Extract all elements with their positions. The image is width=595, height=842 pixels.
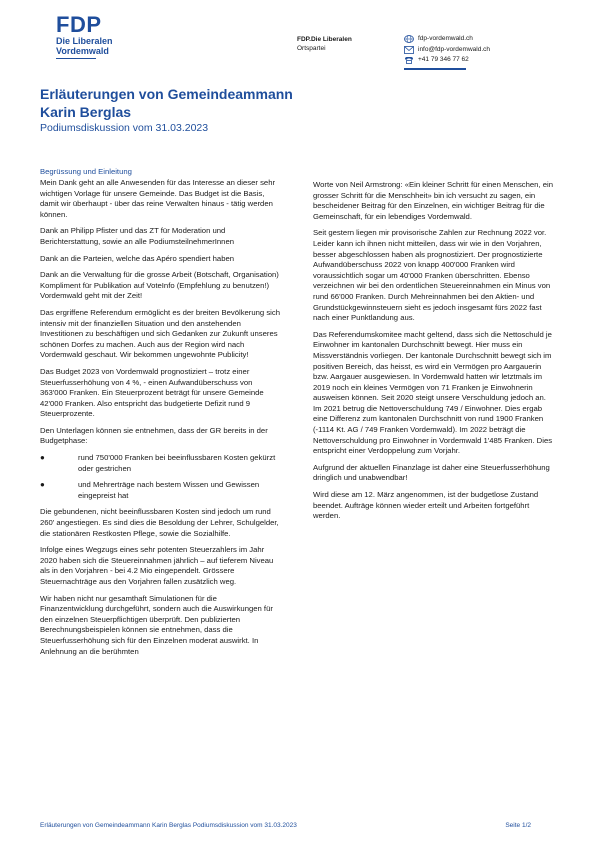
mail-icon <box>404 46 418 54</box>
contact-block <box>404 34 490 70</box>
bullet-list <box>40 453 280 501</box>
phone-icon <box>404 56 418 64</box>
website-row <box>404 34 490 45</box>
fdp-logo <box>56 14 113 59</box>
phone-link[interactable]: +41 79 346 77 62 <box>418 56 469 63</box>
bullet-text: rund 750'000 Franken bei beeinflussbaren Kosten gekürzt oder gestrichen <box>78 453 276 473</box>
bullet-text: und Mehrerträge nach bestem Wissen und Gewissen eingepreist hat <box>78 480 260 500</box>
paragraph: Das Budget 2023 von Vordemwald prognostiziert – trotz einer Steuerfusserhöhung von 4 %, - einen Aufwandüberschuss von 363'000 Franken. Ein Steuerprozent beträgt für unsere Gemeinde 42'000 Franken. Also entspricht das budgetierte Defizit rund 9 Steuerprozente. <box>40 366 264 419</box>
left-column <box>40 167 280 663</box>
paragraph: Dank an die Parteien, welche das Apéro spendiert haben <box>40 253 235 263</box>
title-line-2: Karin Berglas <box>40 104 132 120</box>
paragraph: Dank an Philipp Pfister und das ZT für Moderation und Berichterstattung, sowie an alle PodiumsteilnehmerInnen <box>40 226 235 246</box>
email-link[interactable]: info@fdp-vordemwald.ch <box>418 45 490 53</box>
logo-wordmark: FDP <box>56 12 102 37</box>
document-subtitle: Podiumsdiskussion vom 31.03.2023 <box>40 122 209 134</box>
website-link[interactable]: fdp-vordemwald.ch <box>418 35 473 42</box>
party-name: FDP.Die Liberalen <box>297 36 352 43</box>
paragraph: Worte von Neil Armstrong: «Ein kleiner Schritt für einen Menschen, ein grosser Schritt für die Menschheit» bin ich versucht zu sagen, ein bescheidener Beitrag für den Einzelnen, ein wichtiger Beitrag für die Gemeinschaft, für ein lebendiges Vordemwald. <box>313 180 553 221</box>
document-title <box>40 85 560 121</box>
list-item <box>40 480 280 501</box>
page-number: Seite 1/2 <box>505 822 531 829</box>
paragraph: Infolge eines Wegzugs eines sehr potenten Steuerzahlers im Jahr 2020 haben sich die Steuereinnahmen jährlich – auf tieferem Niveau als in den Vorjahren - bei 4.2 Mio eingependelt. Grössere Steuernachträge aus den Vorjahren fallen zusätzlich weg. <box>40 545 274 586</box>
phone-row <box>404 55 490 66</box>
right-column <box>313 180 553 528</box>
contact-accent-bar <box>404 68 466 70</box>
section-heading: Begrüssung und Einleitung <box>40 167 132 176</box>
logo-line-2: Vordemwald <box>56 46 109 56</box>
paragraph: Dank an die Verwaltung für die grosse Arbeit (Botschaft, Organisation) Kompliment für Publikation auf VoteInfo (Empfehlung zu benutzen!) Vordemwald geht mit der Zeit! <box>40 270 279 301</box>
globe-icon <box>404 35 418 43</box>
party-info <box>297 35 352 53</box>
bullet-icon: ● <box>40 453 45 463</box>
paragraph: Das Referendumskomitee macht geltend, dass sich die Nettoschuld je Einwohner im kantonalen Durchschnitt bewegt. Hier muss ein Missverständnis vorliegen. Der kantonale Durchschnitt bewegt sich im positiven Bereich, das heisst, es wird ein Vermögen pro Aargauerin bzw. Aargauer ausgewiesen. In Vordemwald hatten wir letztmals im 2019 noch ein kleines Vermögen von 71 Franken je Einwohnerin ausweisen können. Seit 2020 steigt unsere Verschuldung jedoch an. Im 2021 betrug die Nettoverschuldung 749 / Einwohner. Dies ergab eine Differenz zum kantonalen Durchschnitt von rund 1900 Franken (-1114 Kt. AG / 749 Franken Vordemwald). Im 2022 beträgt die Nettoverschuldung pro Einwohner in Vordemwald 1'485 Franken. Dies entspricht einer Verdoppelung zum Vorjahr. <box>313 329 553 456</box>
bullet-icon: ● <box>40 480 45 490</box>
logo-line-1: Die Liberalen <box>56 36 113 46</box>
footer-text: Erläuterungen von Gemeindeammann Karin Berglas Podiumsdiskussion vom 31.03.2023 <box>40 822 297 829</box>
paragraph: Den Unterlagen können sie entnehmen, dass der GR bereits in der Budgetphase: <box>40 425 268 446</box>
list-item <box>40 453 280 474</box>
party-type: Ortspartei <box>297 45 326 52</box>
logo-underline <box>56 58 96 59</box>
paragraph: Mein Dank geht an alle Anwesenden für das Interesse an dieser sehr wichtigen Vorlage für unsere Gemeinde. Das Budget ist die Basis, damit wir überhaupt - über das reine Verwalten hinaus - tätig werden können. <box>40 178 276 219</box>
paragraph: Das ergriffene Referendum ermöglicht es der breiten Bevölkerung sich intensiv mit der finanziellen Situation und den anstehenden Investitionen zu beschäftigen und sich Gedanken zur Zukunft unseres schönen Dorfes zu machen. Auch aus der Region wird nach Vordemwald geschaut. Wir bekommen ungewohnte Publicity! <box>40 307 281 360</box>
paragraph: Aufgrund der aktuellen Finanzlage ist daher eine Steuerfusserhöhung dringlich und unabwendbar! <box>313 462 550 483</box>
paragraph: Die gebundenen, nicht beeinflussbaren Kosten sind jedoch um rund 260' angestiegen. Es sind dies die Besoldung der Lehrer, Schulgelder, die stationären Restkosten Pflege, sowie die Sozialhilfe. <box>40 507 279 538</box>
title-line-1: Erläuterungen von Gemeindeammann <box>40 86 293 102</box>
paragraph: Wir haben nicht nur gesamthaft Simulationen für die Finanzentwicklung durchgeführt, sondern auch die Auswirkungen für den einzelnen Steuerpflichtigen überprüft. Den publizierten Berechnungsbeispielen können sie entnehmen, dass die Steuerfusserhöhung sich für den Einzelnen moderat auswirkt. In Anlehnung an die berühmten <box>40 593 273 656</box>
paragraph: Seit gestern liegen mir provisorische Zahlen zur Rechnung 2022 vor. Leider kann ich ihnen nicht mitteilen, dass wir wie in den Vorjahren, besser abgeschlossen haben als prognostiziert. Der prognostizierte Aufwandüberschuss 2022 von knapp 400'000 Franken wird voraussichtlich sogar um 40'000 Franken überschritten. Ebenso verzeichnen wir bei den ordentlichen Steuereinnahmen ein Minus von rund 66'000 Franken. Durch Mehreinnahmen bei den Aktien- und Grundstückgewinnsteuern sieht es jedoch insgesamt fürs 2022 fast nach einer Punktlandung aus. <box>313 228 551 323</box>
email-row <box>404 45 490 56</box>
page-footer <box>40 822 531 829</box>
paragraph: Wird diese am 12. März angenommen, ist der budgetlose Zustand beendet. Aufträge können wieder erteilt und Arbeiten fortgeführt werden. <box>313 490 539 521</box>
